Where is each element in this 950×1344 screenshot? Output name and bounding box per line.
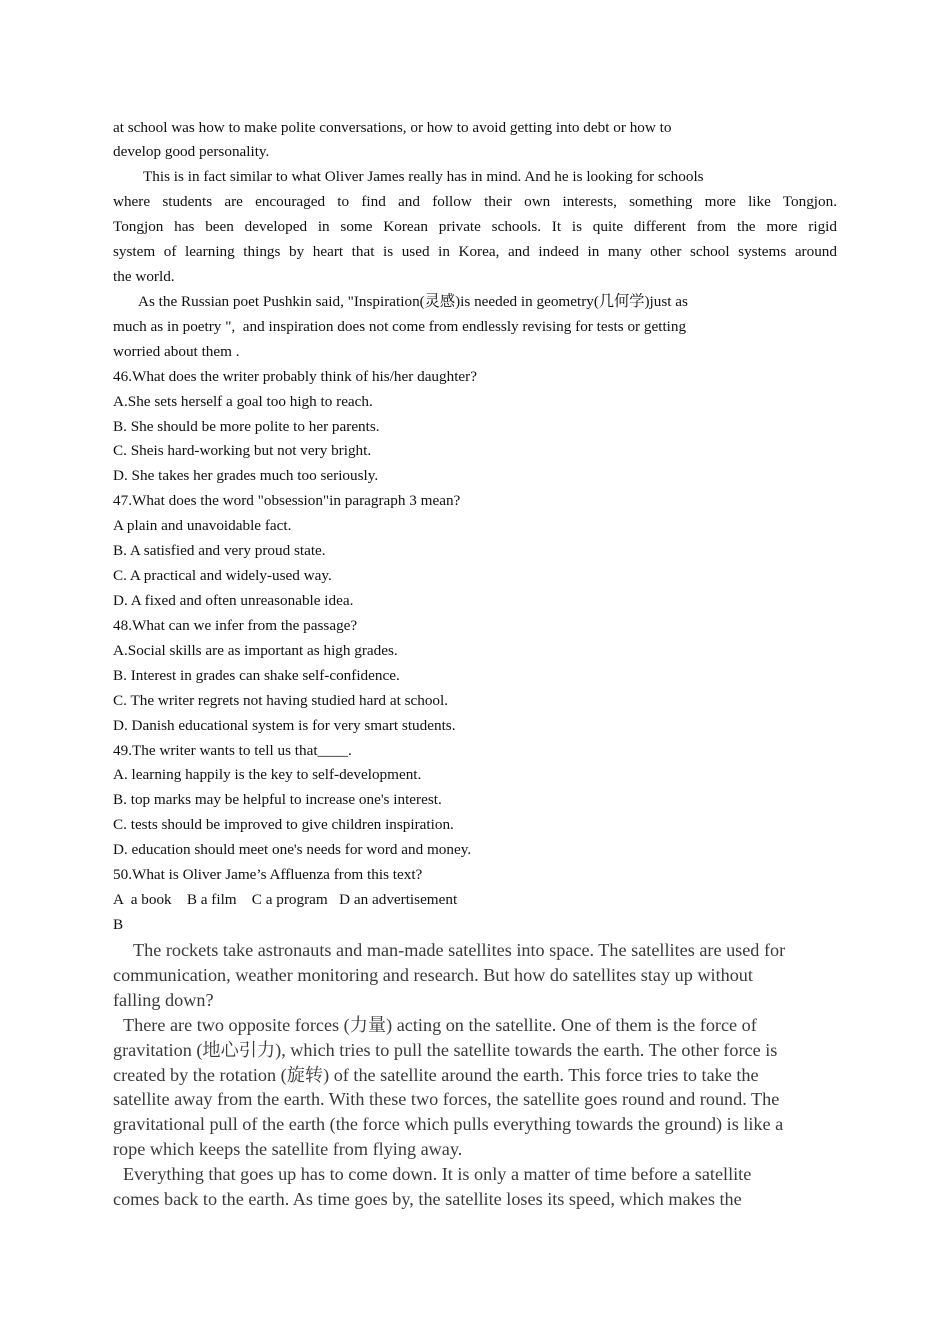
question-line: 50.What is Oliver Jame’s Affluenza from this text? <box>113 866 423 884</box>
question-line: 46.What does the writer probably think of his/her daughter? <box>113 367 477 385</box>
passage-line: the world. <box>113 268 175 286</box>
question-line: A a book B a film C a program D an advertisement <box>113 891 458 909</box>
question-line: 47.What does the word "obsession"in paragraph 3 mean? <box>113 492 461 510</box>
passage-line: much as in poetry ", and inspiration does not come from endlessly revising for tests or getting <box>113 317 687 335</box>
passage-line: system of learning things by heart that is used in Korea, and indeed in many other school systems around <box>113 243 837 261</box>
question-line: B. She should be more polite to her parents. <box>113 417 380 435</box>
question-line: 49.The writer wants to tell us that____. <box>113 741 352 759</box>
question-line: A.She sets herself a goal too high to reach. <box>113 392 373 410</box>
question-line: B. Interest in grades can shake self-confidence. <box>113 666 400 684</box>
question-line: A.Social skills are as important as high grades. <box>113 641 398 659</box>
question-line: C. Sheis hard-working but not very bright. <box>113 442 372 460</box>
question-line: B. top marks may be helpful to increase one's interest. <box>113 791 442 809</box>
passage2-line: communication, weather monitoring and research. But how do satellites stay up without <box>113 964 753 985</box>
passage2-line: There are two opposite forces (力量) acting on the satellite. One of them is the force of <box>123 1014 757 1035</box>
answer-key: B <box>113 916 124 933</box>
question-line: D. She takes her grades much too seriously. <box>113 467 379 485</box>
passage-line: This is in fact similar to what Oliver James really has in mind. And he is looking for schools <box>143 168 704 186</box>
passage-line: As the Russian poet Pushkin said, "Inspiration(灵感)is needed in geometry(几何学)just as <box>138 292 688 310</box>
question-line: D. A fixed and often unreasonable idea. <box>113 592 354 610</box>
question-line: C. tests should be improved to give children inspiration. <box>113 816 454 834</box>
passage2-line: gravitational pull of the earth (the force which pulls everything towards the ground) is like a <box>113 1114 784 1135</box>
question-line: A. learning happily is the key to self-development. <box>113 766 422 784</box>
passage-line: worried about them . <box>113 342 240 360</box>
question-line: D. Danish educational system is for very smart students. <box>113 716 456 734</box>
passage2-line: comes back to the earth. As time goes by, the satellite loses its speed, which makes the <box>113 1189 742 1210</box>
passage2-line: The rockets take astronauts and man-made satellites into space. The satellites are used for <box>133 939 786 960</box>
question-line: A plain and unavoidable fact. <box>113 517 292 535</box>
passage2-line: satellite away from the earth. With these two forces, the satellite goes round and round. The <box>113 1089 780 1110</box>
passage2-line: gravitation (地心引力), which tries to pull the satellite towards the earth. The other force is <box>113 1039 778 1060</box>
passage2-line: rope which keeps the satellite from flying away. <box>113 1139 463 1160</box>
passage-line: where students are encouraged to find and follow their own interests, something more like Tongjon. <box>113 193 837 211</box>
passage2-line: falling down? <box>113 989 214 1010</box>
document-page <box>113 116 837 1213</box>
passage-line: at school was how to make polite conversations, or how to avoid getting into debt or how to <box>113 118 672 136</box>
question-line: C. A practical and widely-used way. <box>113 567 332 585</box>
passage-line: develop good personality. <box>113 143 270 161</box>
question-line: B. A satisfied and very proud state. <box>113 542 326 560</box>
passage-line: Tongjon has been developed in some Korean private schools. It is quite different from the more rigid <box>113 218 837 236</box>
question-line: 48.What can we infer from the passage? <box>113 616 358 634</box>
question-line: C. The writer regrets not having studied hard at school. <box>113 691 449 709</box>
passage2-line: Everything that goes up has to come down. It is only a matter of time before a satellite <box>123 1164 752 1185</box>
question-line: D. education should meet one's needs for word and money. <box>113 841 472 859</box>
passage2-line: created by the rotation (旋转) of the satellite around the earth. This force tries to take the <box>113 1064 759 1085</box>
